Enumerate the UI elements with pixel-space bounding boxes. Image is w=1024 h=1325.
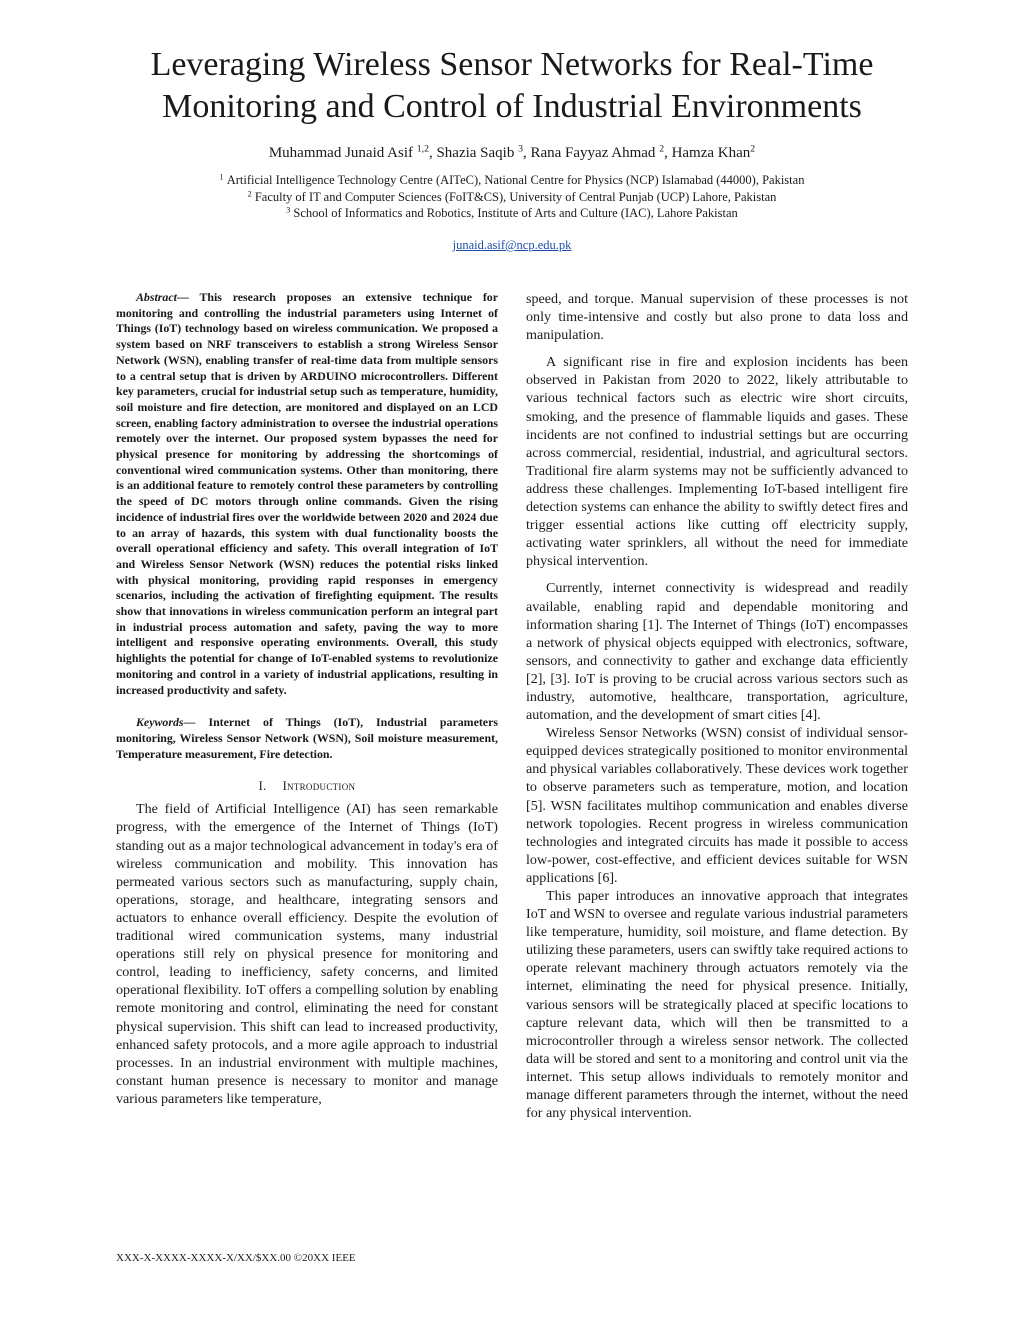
title-line-2: Monitoring and Control of Industrial Environments [162,88,862,125]
body-paragraph: speed, and torque. Manual supervision of these processes is not only time-intensive and costly but also prone to data loss and manipulation. [526,291,908,344]
abstract-label: Abstract— [136,290,189,304]
author-name: Muhammad Junaid Asif [268,145,413,161]
title-line-1: Leveraging Wireless Sensor Networks for Real-Time [150,46,874,83]
section-heading [116,779,498,794]
abstract [116,290,498,698]
author-affil-mark: 2 [659,143,665,155]
body-paragraph: A significant rise in fire and explosion incidents has been observed in Pakistan from 2020 to 2022, likely attributable to various technical factors such as electric wire short circuits, smoking, and the presence of flammable liquids and gases. These incidents are not confined to industrial settings but are occurring across commercial, residential, industrial, and agricultural sectors. Traditional fire alarm systems may not be sufficiently advanced to address these challenges. Implementing IoT-based intelligent fire detection systems can enhance the ability to swiftly detect fires and trigger essential actions like cutting off electricity supply, activating water sprinklers, all without the need for immediate physical intervention. [526,354,908,570]
affiliation-text: Artificial Intelligence Technology Centre (AITeC), National Centre for Physics (NCP) Islamabad (44000), Pakistan [226,173,805,187]
affiliation-list [60,172,964,222]
affiliation [60,205,964,222]
affiliation-text: Faculty of IT and Computer Sciences (FoIT&CS), University of Central Punjab (UCP) Lahore, Pakistan [254,189,777,204]
left-column [116,290,498,1108]
affiliation-mark: 1 [219,172,224,182]
abstract-text: This research proposes an extensive technique for monitoring and controlling the industrial parameters using Internet of Things (IoT) technology based on wireless communication. We proposed a system based on NRF transceivers to establish a strong Wireless Sensor Network (WSN), enabling transfer of real-time data from multiple sensors to a central setup that is driven by ARDUINO microcontrollers. Different key parameters, crucial for industrial setup such as temperature, humidity, soil moisture and fire detection, are monitored and displayed on an LCD screen, enabling factory administration to oversee the industrial operations remotely over the internet. Our proposed system bypasses the need for physical presence for monitoring by addressing the shortcomings of conventional wired communication systems. Other than monitoring, there is an additional feature to remotely control these parameters by controlling the speed of DC motors through online commands. Given the rising incidence of industrial fires over the worldwide between 2020 and 2024 due to an array of hazards, this system with dual functionality boosts the overall operational efficiency and safety. This overall integration of IoT and Wireless Sensor Network (WSN) reduces the potential risks linked with physical monitoring, providing rapid responses in emergency scenarios, including the activation of firefighting equipment. The results show that innovations in wireless communication perform an integral part in industrial process automation and safety, paving the way to more intelligent and responsive operating environments. Overall, this study highlights the potential for change of IoT-enabled systems to revolutionize monitoring and control in a variety of industrial applications, resulting in increased productivity and safety. [116,290,498,697]
body-paragraph: This paper introduces an innovative approach that integrates IoT and WSN to oversee and regulate various industrial parameters like temperature, humidity, soil moisture, and flame detection. By utilizing these parameters, users can swiftly take required actions to operate relevant machinery through actuators remotely via the internet, eliminating the need for physical presence. Initially, various sensors will be strategically placed at specific locations to capture relevant data, which will then be transmitted to a microcontroller through a wireless sensor network. The collected data will be stored and sent to a monitoring and control unit via the internet. This setup allows individuals to remotely monitor and manage different parameters through the internet, without the need for any physical intervention. [526,888,908,1122]
affiliation-text: School of Informatics and Robotics, Institute of Arts and Culture (IAC), Lahore Pakistan [293,206,738,220]
author-name: Shazia Saqib [436,145,515,161]
section-number: I. [258,779,267,794]
author-name: Rana Fayyaz Ahmad [530,145,656,161]
right-column [526,290,908,1122]
author-affil-mark: 2 [750,143,756,155]
author-list: Muhammad Junaid Asif $^{1,2}$, Shazia Saqib $^3$, Rana Fayyaz Ahmad $^2$, Hamza Khan$^2$ [268,143,756,161]
body-paragraph: Currently, internet connectivity is widespread and readily available, enabling rapid and dependable monitoring and information sharing [1]. The Internet of Things (IoT) encompasses a network of physical objects equipped with electronics, software, sensors, and connectivity to gather and exchange data efficiently [2], [3]. IoT is proving to be crucial across various sectors such as industry, automotive, healthcare, transportation, agriculture, automation, and the development of smart cities [4]. [526,580,908,724]
paper-title [60,44,964,128]
affiliation-mark: 3 [286,205,291,215]
email-line [60,237,964,253]
section-title: Introduction [282,779,356,794]
keywords [116,715,498,762]
author-affil-mark: 1,2 [416,143,429,155]
author-name: Hamza Khan [671,145,751,161]
affiliation [60,172,964,189]
author-affil-mark: 3 [518,143,523,155]
body-paragraph: The field of Artificial Intelligence (AI) has seen remarkable progress, with the emergence of the Internet of Things (IoT) standing out as a major technological advancement in today's era of wireless communication and mobility. This innovation has permeated various sectors such as manufacturing, supply chain, operations, storage, and healthcare, integrating sensors and actuators to enhance overall efficiency. Despite the evolution of traditional wired communication systems, many industrial operations still rely on physical presence for monitoring and control, leading to inefficiency, safety concerns, and limited operational flexibility. IoT offers a compelling solution by enabling remote monitoring and control, eliminating the need for constant physical supervision. This shift can lead to increased productivity, enhanced safety protocols, and a more agile approach to industrial processes. In an industrial environment with multiple machines, constant human presence is necessary to monitor and manage various parameters like temperature, [116,801,498,1107]
email-link[interactable]: junaid.asif@ncp.edu.pk [452,238,572,252]
keywords-label: Keywords— [136,715,196,730]
body-paragraph: Wireless Sensor Networks (WSN) consist of individual sensor-equipped devices strategically positioned to monitor environmental and physical variables collaboratively. These devices work together to observe parameters such as temperature, motion, and location [5]. WSN facilitates multihop communication and enables diverse network topologies. Recent progress in wireless communication technologies and integrated circuits has made it possible to access low-power, cost-effective, and efficient devices suitable for WSN applications [6]. [526,725,908,886]
affiliation-mark: 2 [247,189,252,199]
copyright-footer: XXX-X-XXXX-XXXX-X/XX/$XX.00 ©20XX IEEE [116,1252,356,1264]
affiliation [60,189,964,206]
keywords-text: Internet of Things (IoT), Industrial parameters monitoring, Wireless Sensor Network (WSN), Soil moisture measurement, Temperature measurement, Fire detection. [116,715,498,761]
